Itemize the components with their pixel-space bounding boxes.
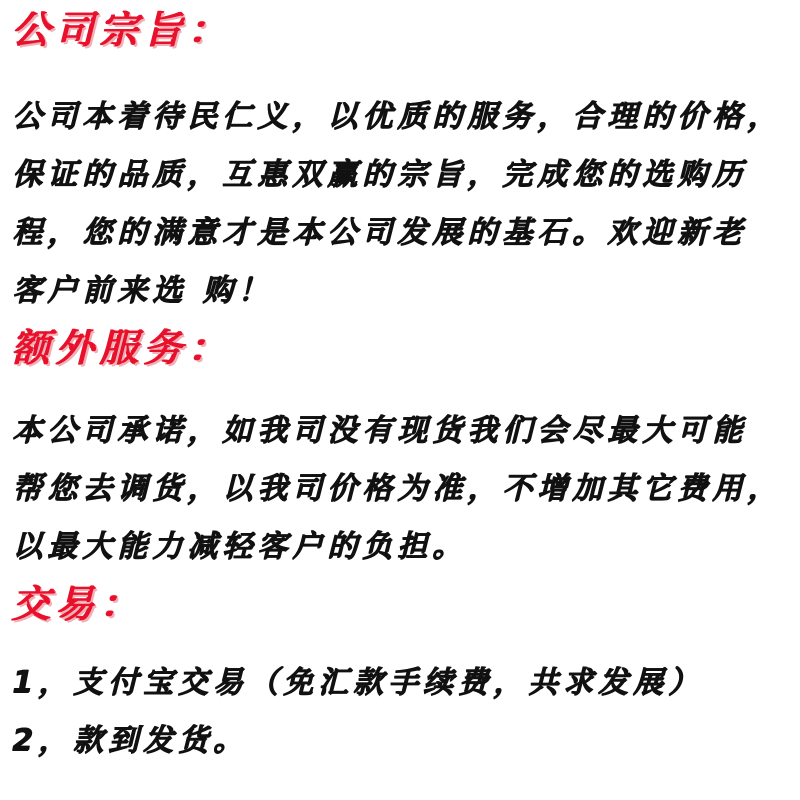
heading-colon: ： — [188, 326, 233, 370]
transaction-line-2: 2，款到发货。 — [12, 723, 248, 758]
purpose-line-2: 保证的品质，互惠双赢的宗旨，完成您的选购历 — [12, 157, 747, 192]
spacer — [12, 632, 790, 654]
section-heading-transaction — [12, 576, 790, 632]
purpose-line-1: 公司本着待民仁义，以优质的服务，合理的价格， — [12, 99, 782, 134]
spacer — [12, 376, 790, 402]
heading-text: 额外服务 — [12, 326, 189, 370]
spacer — [12, 58, 790, 88]
section-heading-company-purpose — [12, 2, 790, 58]
purpose-line-4: 客户前来选 购！ — [12, 273, 273, 308]
heading-colon: ： — [100, 582, 145, 626]
heading-text: 交易 — [12, 582, 101, 626]
purpose-line-3: 程，您的满意才是本公司发展的基石。欢迎新老 — [12, 215, 747, 250]
heading-colon: ： — [188, 8, 233, 52]
service-line-3: 以最大能力减轻客户的负担。 — [12, 529, 467, 564]
service-line-1: 本公司承诺，如我司没有现货我们会尽最大可能 — [12, 413, 747, 448]
transaction-line-1: 1，支付宝交易（免汇款手续费，共求发展） — [12, 665, 703, 700]
heading-text: 公司宗旨 — [12, 8, 189, 52]
service-line-2: 帮您去调货，以我司价格为准，不增加其它费用， — [12, 471, 782, 506]
section-heading-extra-service — [12, 320, 790, 376]
